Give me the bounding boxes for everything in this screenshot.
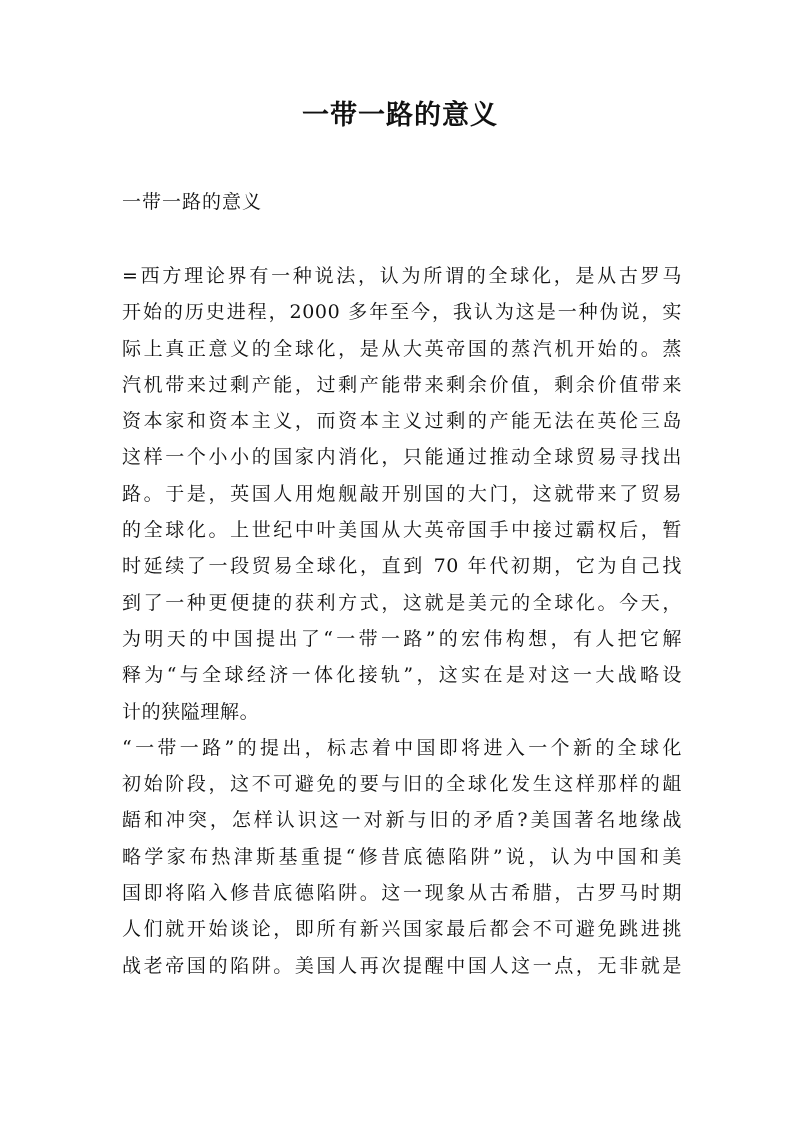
page-title: 一带一路的意义 <box>302 100 498 131</box>
text-line: 汽机带来过剩产能，过剩产能带来剩余价值，剩余价值带来 <box>122 373 682 396</box>
paragraph-2 <box>122 730 682 984</box>
text-line: 为明天的中国提出了“一带一路”的宏伟构想，有人把它解 <box>122 627 682 650</box>
text-line: 战老帝国的陷阱。美国人再次提醒中国人这一点，无非就是 <box>122 954 682 977</box>
document-body <box>122 258 682 984</box>
text-line: 略学家布热津斯基重提“修昔底德陷阱”说，认为中国和美 <box>122 845 682 868</box>
text-line: 到了一种更便捷的获利方式，这就是美元的全球化。今天， <box>122 591 682 614</box>
text-line: 这样一个小小的国家内消化，只能通过推动全球贸易寻找出 <box>122 446 682 469</box>
paragraph-1 <box>122 258 682 730</box>
text-line: 龉和冲突，怎样认识这一对新与旧的矛盾?美国著名地缘战 <box>122 809 682 832</box>
text-line: 计的狭隘理解。 <box>122 700 260 723</box>
text-line: 开始的历史进程，2000 多年至今，我认为这是一种伪说，实 <box>122 301 682 324</box>
text-line: 路。于是，英国人用炮舰敲开别国的大门，这就带来了贸易 <box>122 482 682 505</box>
text-line: 时延续了一段贸易全球化，直到 70 年代初期，它为自己找 <box>122 555 682 578</box>
text-line: 的全球化。上世纪中叶美国从大英帝国手中接过霸权后，暂 <box>122 519 682 542</box>
text-line: =西方理论界有一种说法，认为所谓的全球化，是从古罗马 <box>122 265 682 287</box>
text-line: 资本家和资本主义，而资本主义过剩的产能无法在英伦三岛 <box>122 410 682 433</box>
text-line: 人们就开始谈论，即所有新兴国家最后都会不可避免跳进挑 <box>122 918 682 941</box>
text-line: 初始阶段，这不可避免的要与旧的全球化发生这样那样的龃 <box>122 773 682 796</box>
text-line: “一带一路”的提出，标志着中国即将进入一个新的全球化 <box>122 736 682 759</box>
text-line: 国即将陷入修昔底德陷阱。这一现象从古希腊，古罗马时期 <box>122 882 682 905</box>
document-subtitle: 一带一路的意义 <box>122 191 263 213</box>
text-line: 释为“与全球经济一体化接轨”，这实在是对这一大战略设 <box>122 664 682 687</box>
text-line: 际上真正意义的全球化，是从大英帝国的蒸汽机开始的。蒸 <box>122 337 682 360</box>
